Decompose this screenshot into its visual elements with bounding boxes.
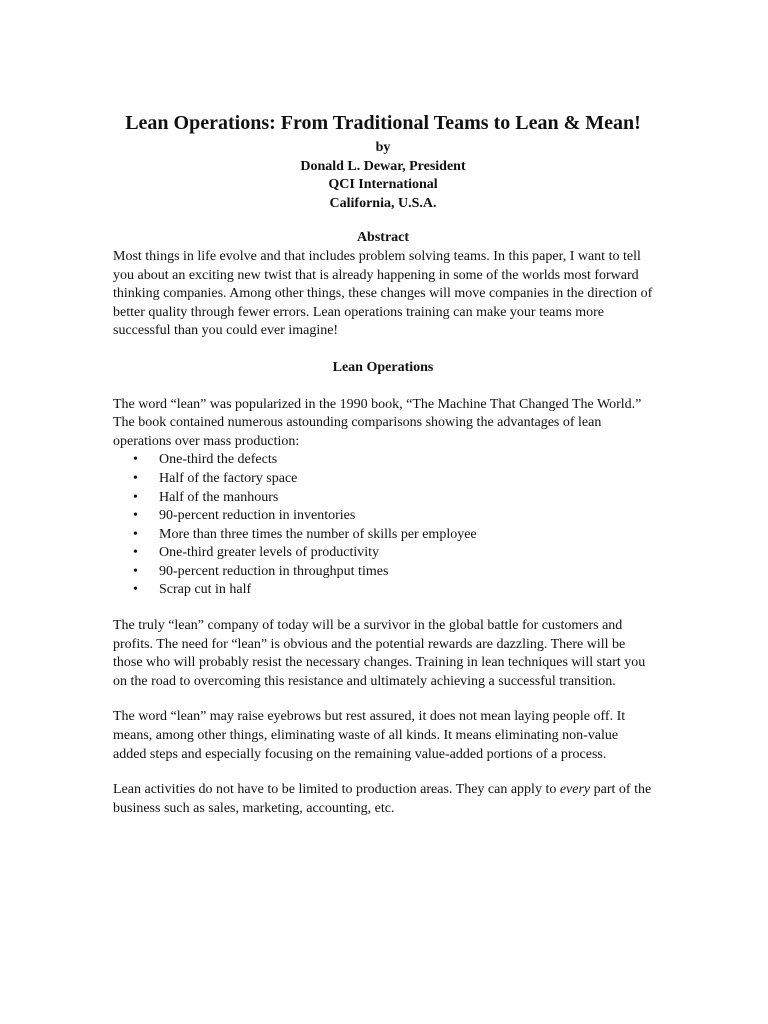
list-item-text: One-third the defects	[159, 452, 278, 468]
list-item-text: One-third greater levels of productivity	[159, 545, 380, 561]
lean-operations-heading: Lean Operations	[332, 359, 434, 375]
waste-paragraph: The word “lean” may raise eyebrows but rest assured, it does not mean laying people off. It means, among other things, eliminating waste of all kinds. It means eliminating non-value added steps and especially focusing on the remaining value-added portions of a process.	[113, 709, 626, 762]
byline-by: by	[375, 140, 391, 155]
paragraph-text-start: Lean activities do not have to be limited to production areas. They can apply to	[113, 782, 560, 798]
page-title: Lean Operations: From Traditional Teams to Lean & Mean!	[125, 112, 641, 134]
list-item	[113, 563, 653, 582]
paragraph-text-end: part of the business such as sales, marketing, accounting, etc.	[113, 782, 652, 816]
business-areas-paragraph	[113, 781, 653, 818]
list-item	[113, 544, 653, 563]
bullet-icon: •	[133, 470, 138, 486]
list-item	[113, 507, 653, 526]
list-item	[113, 489, 653, 508]
list-item	[113, 451, 653, 470]
list-item-text: Half of the manhours	[159, 489, 279, 505]
abstract-heading: Abstract	[356, 230, 410, 246]
byline	[113, 139, 653, 213]
organization-name: QCI International	[328, 177, 438, 193]
list-item-text: More than three times the number of skills per employee	[159, 526, 477, 542]
abstract-paragraph: Most things in life evolve and that includes problem solving teams. In this paper, I want to tell you about an exciting new twist that is already happening in some of the worlds most forward thinking companies. Among other things, these changes will move companies in the direction of better quality through fewer errors. Lean operations training can make your teams more successful than you could ever imagine!	[113, 248, 653, 339]
bullet-icon: •	[133, 452, 138, 468]
bullet-icon: •	[133, 582, 138, 598]
emphasis-every: every	[559, 782, 591, 798]
list-item-text: Half of the factory space	[159, 470, 298, 486]
bullet-icon: •	[133, 545, 138, 561]
list-item	[113, 526, 653, 545]
list-item	[113, 581, 653, 600]
list-item-text: 90-percent reduction in inventories	[159, 508, 356, 524]
list-item	[113, 470, 653, 489]
list-item-text: Scrap cut in half	[159, 582, 252, 598]
author-location: California, U.S.A.	[329, 195, 437, 211]
author-name: Donald L. Dewar, President	[300, 158, 466, 174]
advantages-list	[113, 451, 653, 600]
survivor-paragraph: The truly “lean” company of today will be a survivor in the global battle for customers and profits. The need for “lean” is obvious and the potential rewards are dazzling. There will be those who will probably resist the necessary changes. Training in lean techniques will start you on the road to overcoming this resistance and ultimately achieving a successful transition.	[113, 618, 646, 689]
document-body	[113, 111, 653, 818]
bullet-icon: •	[133, 563, 138, 579]
lean-intro-paragraph: The word “lean” was popularized in the 1990 book, “The Machine That Changed The World.” The book contained numerous astounding comparisons showing the advantages of lean operations over mass production:	[113, 396, 642, 449]
bullet-icon: •	[133, 526, 138, 542]
list-item-text: 90-percent reduction in throughput times	[159, 563, 389, 579]
bullet-icon: •	[133, 489, 138, 505]
bullet-icon: •	[133, 508, 138, 524]
